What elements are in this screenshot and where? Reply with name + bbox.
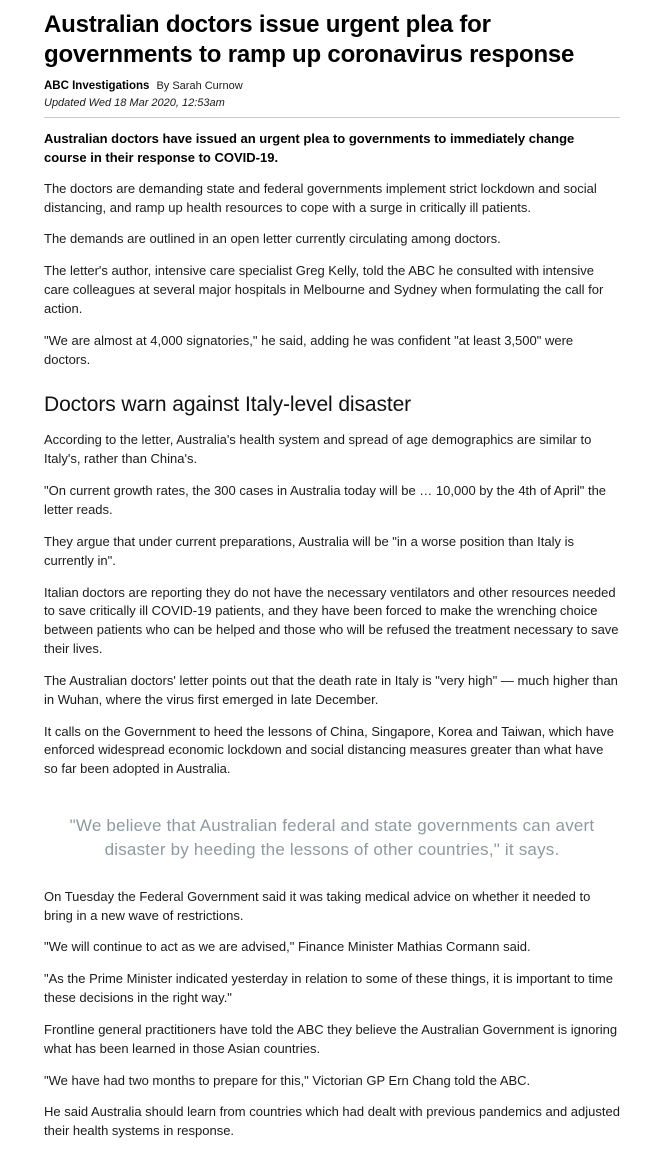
article-paragraph: According to the letter, Australia's health system and spread of age demographics are similar to Italy's, rather than China's. (44, 432, 592, 467)
byline-author: By Sarah Curnow (156, 80, 243, 92)
byline (44, 80, 620, 92)
article-paragraph: Frontline general practitioners have told the ABC they believe the Australian Government is ignoring what has been learned in those Asian countries. (44, 1021, 618, 1056)
article-headline: Australian doctors issue urgent plea for governments to ramp up coronavirus response (44, 11, 575, 68)
article-paragraph: "As the Prime Minister indicated yesterday in relation to some of these things, it is important to time these decisions in the right way." (44, 971, 613, 1006)
lead-paragraph: Australian doctors have issued an urgent plea to governments to immediately change course in their response to COVID-19. (44, 131, 575, 165)
article-paragraph: On Tuesday the Federal Government said it was taking medical advice on whether it needed to bring in a new wave of restrictions. (44, 888, 591, 923)
updated-timestamp: Updated Wed 18 Mar 2020, 12:53am (44, 97, 225, 109)
article-paragraph: He said Australia should learn from countries which had dealt with previous pandemics and adjusted their health systems in response. (44, 1104, 620, 1139)
article-paragraph: Italian doctors are reporting they do not have the necessary ventilators and other resources needed to save critically ill COVID-19 patients, and they have been forced to make the wrenching choice between patients who can be helped and those who will be refused the treatment necessary to save their lives. (44, 584, 619, 657)
article-paragraph: They argue that under current preparations, Australia will be "in a worse position than Italy is currently in". (44, 533, 574, 568)
byline-department: ABC Investigations (44, 80, 150, 92)
pull-quote: "We believe that Australian federal and state governments can avert disaster by heeding the lessons of other countries," it says. (69, 816, 595, 859)
article-paragraph: The Australian doctors' letter points out that the death rate in Italy is "very high" — much higher than in Wuhan, where the virus first emerged in late December. (44, 672, 618, 707)
article-paragraph: "On current growth rates, the 300 cases in Australia today will be … 10,000 by the 4th of April" the letter reads. (44, 483, 607, 517)
article-paragraph: The letter's author, intensive care specialist Greg Kelly, told the ABC he consulted with intensive care colleagues at several major hospitals in Melbourne and Sydney when formulating the call for action. (44, 263, 604, 316)
article-paragraph: The doctors are demanding state and federal governments implement strict lockdown and social distancing, and ramp up health resources to cope with a surge in critically ill patients. (44, 180, 597, 215)
article-paragraph: "We have had two months to prepare for this," Victorian GP Ern Chang told the ABC. (44, 1072, 531, 1088)
section-heading: Doctors warn against Italy-level disaster (44, 393, 412, 417)
article-paragraph: It calls on the Government to heed the lessons of China, Singapore, Korea and Taiwan, which have enforced widespread economic lockdown and social distancing measures greater than what have so far been adopted in Australia. (44, 723, 614, 777)
article-paragraph: "We will continue to act as we are advised," Finance Minister Mathias Cormann said. (44, 939, 531, 955)
byline-divider (44, 117, 620, 118)
news-article (44, 10, 620, 1141)
article-paragraph: "We are almost at 4,000 signatories," he said, adding he was confident "at least 3,500" were doctors. (44, 332, 574, 367)
article-paragraph: The demands are outlined in an open letter currently circulating among doctors. (44, 231, 501, 247)
